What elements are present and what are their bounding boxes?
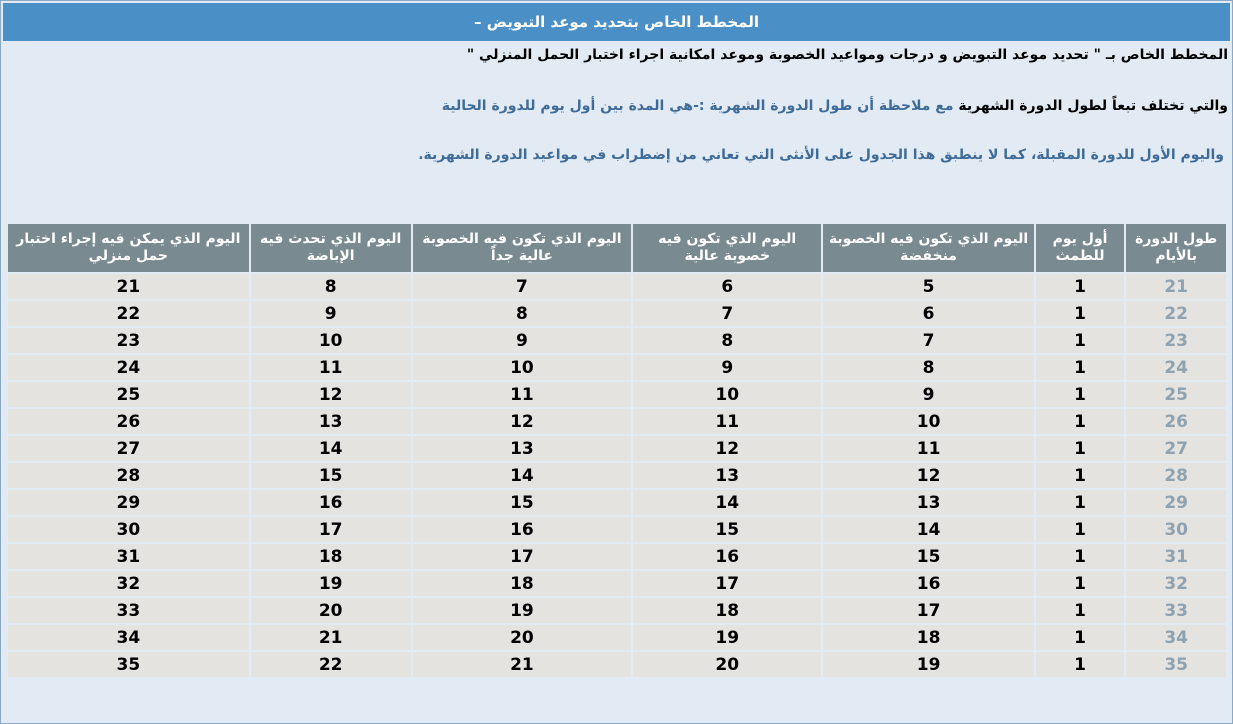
table-cell: 19: [633, 625, 821, 650]
table-cell: 1: [1036, 301, 1125, 326]
table-cell: 1: [1036, 463, 1125, 488]
table-cell: 6: [633, 274, 821, 299]
page-title: المخطط الخاص بتحديد موعد التبويض –: [3, 3, 1230, 41]
table-cell: 19: [823, 652, 1033, 677]
table-cell: 12: [413, 409, 631, 434]
table-cell: 18: [633, 598, 821, 623]
table-cell: 15: [413, 490, 631, 515]
table-row: [8, 625, 1226, 650]
table-row: [8, 409, 1226, 434]
table-cell: 27: [1126, 436, 1226, 461]
table-cell: 22: [1126, 301, 1226, 326]
table-row: [8, 355, 1226, 380]
table-cell: 11: [823, 436, 1033, 461]
intro-line-2-bold: والتي تختلف تبعاً لطول الدورة الشهرية: [958, 98, 1228, 114]
table-cell: 31: [8, 544, 249, 569]
intro-line-3: واليوم الأول للدورة المقبلة، كما لا ينطبق هذا الجدول على الأنثى التي تعاني من إضطراب في مواعيد الدورة الشهرية.: [418, 147, 1224, 163]
table-row: [8, 598, 1226, 623]
table-cell: 21: [8, 274, 249, 299]
table-cell: 24: [8, 355, 249, 380]
table-cell: 16: [823, 571, 1033, 596]
table-cell: 1: [1036, 274, 1125, 299]
table-cell: 20: [251, 598, 411, 623]
table-row: [8, 382, 1226, 407]
table-cell: 11: [413, 382, 631, 407]
table-cell: 14: [823, 517, 1033, 542]
table-row: [8, 571, 1226, 596]
table-cell: 29: [1126, 490, 1226, 515]
table-cell: 31: [1126, 544, 1226, 569]
table-cell: 5: [823, 274, 1033, 299]
table-cell: 12: [633, 436, 821, 461]
table-cell: 7: [633, 301, 821, 326]
table-cell: 17: [823, 598, 1033, 623]
table-cell: 13: [251, 409, 411, 434]
table-cell: 28: [8, 463, 249, 488]
table-cell: 12: [823, 463, 1033, 488]
table-cell: 34: [1126, 625, 1226, 650]
table-cell: 15: [633, 517, 821, 542]
table-cell: 10: [633, 382, 821, 407]
table-cell: 11: [251, 355, 411, 380]
header-very-high-fertility: اليوم الذي تكون فيه الخصوبة عالية جداً: [413, 224, 631, 272]
table-cell: 26: [1126, 409, 1226, 434]
table-cell: 23: [1126, 328, 1226, 353]
table-cell: 9: [251, 301, 411, 326]
intro-line-2-rest: مع ملاحظة أن طول الدورة الشهرية :-هي المدة بين أول يوم للدورة الحالية: [441, 98, 959, 114]
header-high-fertility: اليوم الذي تكون فيه خصوبة عالية: [633, 224, 821, 272]
table-cell: 18: [251, 544, 411, 569]
table-cell: 8: [413, 301, 631, 326]
table-cell: 22: [251, 652, 411, 677]
table-cell: 32: [8, 571, 249, 596]
header-low-fertility: اليوم الذي تكون فيه الخصوبة منخفضة: [823, 224, 1033, 272]
table-cell: 30: [8, 517, 249, 542]
table-cell: 21: [413, 652, 631, 677]
table-cell: 1: [1036, 436, 1125, 461]
table-cell: 29: [8, 490, 249, 515]
table-cell: 19: [413, 598, 631, 623]
table-cell: 12: [251, 382, 411, 407]
table-cell: 23: [8, 328, 249, 353]
table-cell: 34: [8, 625, 249, 650]
table-row: [8, 301, 1226, 326]
header-cycle-length: طول الدورة بالأيام: [1126, 224, 1226, 272]
header-ovulation-day: اليوم الذي تحدث فيه الإباضة: [251, 224, 411, 272]
table-cell: 7: [823, 328, 1033, 353]
table-cell: 35: [8, 652, 249, 677]
table-cell: 18: [823, 625, 1033, 650]
table-cell: 17: [633, 571, 821, 596]
table-cell: 17: [251, 517, 411, 542]
table-cell: 33: [1126, 598, 1226, 623]
table-cell: 1: [1036, 517, 1125, 542]
table-cell: 24: [1126, 355, 1226, 380]
table-cell: 1: [1036, 544, 1125, 569]
table-cell: 15: [251, 463, 411, 488]
table-cell: 28: [1126, 463, 1226, 488]
table-cell: 1: [1036, 355, 1125, 380]
table-cell: 35: [1126, 652, 1226, 677]
table-cell: 10: [823, 409, 1033, 434]
table-cell: 9: [633, 355, 821, 380]
table-cell: 25: [8, 382, 249, 407]
table-cell: 16: [251, 490, 411, 515]
table-cell: 13: [823, 490, 1033, 515]
table-cell: 1: [1036, 382, 1125, 407]
table-row: [8, 652, 1226, 677]
table-cell: 27: [8, 436, 249, 461]
table-cell: 1: [1036, 598, 1125, 623]
ovulation-table: [6, 222, 1228, 679]
table-cell: 20: [413, 625, 631, 650]
table-cell: 1: [1036, 490, 1125, 515]
table-cell: 1: [1036, 571, 1125, 596]
intro-line-2: [442, 98, 1228, 114]
table-cell: 9: [413, 328, 631, 353]
table-cell: 8: [251, 274, 411, 299]
table-row: [8, 463, 1226, 488]
table-cell: 19: [251, 571, 411, 596]
table-cell: 30: [1126, 517, 1226, 542]
table-cell: 26: [8, 409, 249, 434]
table-cell: 10: [251, 328, 411, 353]
table-cell: 14: [251, 436, 411, 461]
header-first-day: أول يوم للطمث: [1036, 224, 1125, 272]
table-row: [8, 544, 1226, 569]
table-row: [8, 274, 1226, 299]
table-cell: 13: [633, 463, 821, 488]
table-cell: 1: [1036, 625, 1125, 650]
header-pregnancy-test-day: اليوم الذي يمكن فيه إجراء اختبار حمل منزلي: [8, 224, 249, 272]
table-cell: 7: [413, 274, 631, 299]
table-header-row: [8, 224, 1226, 272]
table-cell: 14: [413, 463, 631, 488]
table-cell: 16: [413, 517, 631, 542]
table-cell: 11: [633, 409, 821, 434]
table-cell: 9: [823, 382, 1033, 407]
table-cell: 10: [413, 355, 631, 380]
table-cell: 20: [633, 652, 821, 677]
table-cell: 6: [823, 301, 1033, 326]
table-row: [8, 436, 1226, 461]
table-row: [8, 328, 1226, 353]
table-cell: 33: [8, 598, 249, 623]
table-cell: 15: [823, 544, 1033, 569]
table-cell: 14: [633, 490, 821, 515]
table-cell: 22: [8, 301, 249, 326]
table-cell: 8: [633, 328, 821, 353]
table-body: [8, 274, 1226, 677]
table-cell: 16: [633, 544, 821, 569]
table-cell: 1: [1036, 328, 1125, 353]
table-cell: 32: [1126, 571, 1226, 596]
table-row: [8, 517, 1226, 542]
table-cell: 25: [1126, 382, 1226, 407]
table-cell: 18: [413, 571, 631, 596]
table-cell: 1: [1036, 652, 1125, 677]
table-cell: 8: [823, 355, 1033, 380]
table-row: [8, 490, 1226, 515]
intro-line-1: المخطط الخاص بـ " تحديد موعد التبويض و درجات ومواعيد الخصوبة وموعد امكانية اجراء اختبار الحمل المنزلي ": [466, 47, 1228, 63]
table-cell: 21: [251, 625, 411, 650]
table-cell: 13: [413, 436, 631, 461]
table-cell: 1: [1036, 409, 1125, 434]
table-cell: 17: [413, 544, 631, 569]
table-cell: 21: [1126, 274, 1226, 299]
